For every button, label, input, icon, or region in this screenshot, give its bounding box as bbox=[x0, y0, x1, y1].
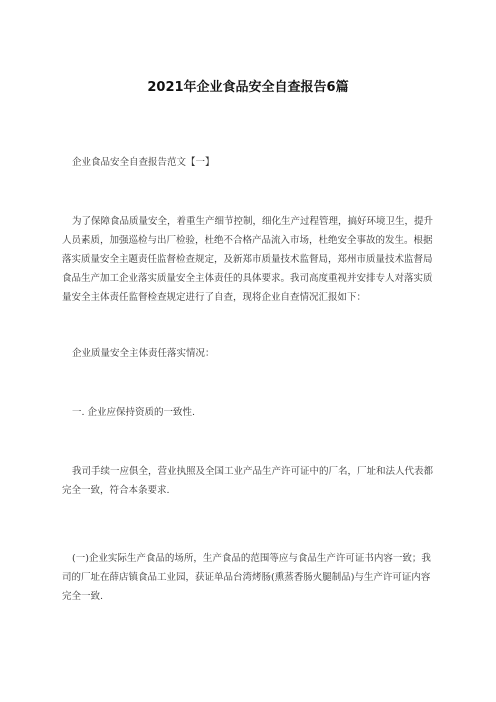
intro-paragraph: 为了保障食品质量安全，着重生产细节控制，细化生产过程管理，搞好环境卫生，提升人员素质，加强巡检与出厂检验，杜绝不合格产品流入市场，杜绝安全事故的发生。根据落实质量安全主题责任监督检查规定，及新郑市质量技术监督局，郑州市质量技术监督局食品生产加工企业落实质量安全主体责任的具体要求。我司高度重视并安排专人对落实质量安全主体责任监督检查规定进行了自查，现将企业自查情况汇报如下： bbox=[62, 216, 434, 303]
item-heading: 一. 企业应保持资质的一致性. bbox=[72, 407, 196, 418]
body-paragraph: 我司手续一应俱全，营业执照及全国工业产品生产许可证中的厂名，厂址和法人代表都完全一致，符合本条要求. bbox=[62, 466, 434, 496]
document-title: 2021年企业食品安全自查报告6篇 bbox=[147, 80, 349, 95]
subsection-heading: 企业质量安全主体责任落实情况： bbox=[72, 348, 215, 359]
body-paragraph: (一)企业实际生产食品的场所，生产食品的范围等应与食品生产许可证书内容一致；我司的厂址在薛店镇食品工业园，获证单品台湾烤肠(熏蒸香肠火腿制品)与生产许可证内容完全一致. bbox=[62, 553, 431, 602]
section-heading: 企业食品安全自查报告范文【一】 bbox=[72, 157, 215, 168]
